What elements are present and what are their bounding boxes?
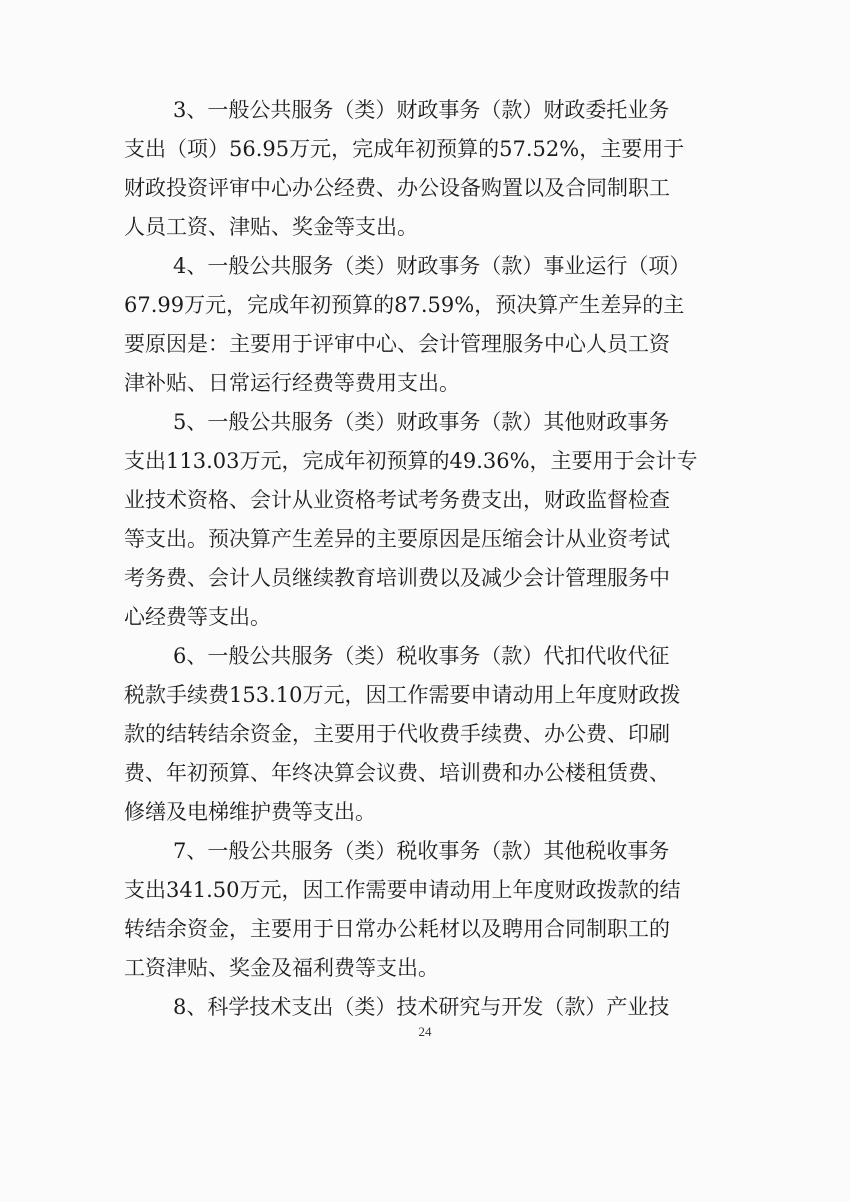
text-line: 转结余资金，主要用于日常办公耗材以及聘用合同制职工的 xyxy=(124,917,670,941)
text-line: 7、一般公共服务（类）税收事务（款）其他税收事务 xyxy=(173,839,670,863)
text-line: 心经费等支出。 xyxy=(124,605,271,629)
text-line: 5、一般公共服务（类）财政事务（款）其他财政事务 xyxy=(173,410,670,434)
text-line: 要原因是：主要用于评审中心、会计管理服务中心人员工资 xyxy=(124,332,670,356)
text-line: 支出113.03万元，完成年初预算的49.36%，主要用于会计专 xyxy=(124,449,698,473)
text-line: 业技术资格、会计从业资格考试考务费支出，财政监督检查 xyxy=(124,488,670,512)
text-line: 考务费、会计人员继续教育培训费以及减少会计管理服务中 xyxy=(124,566,670,590)
text-line: 津补贴、日常运行经费等费用支出。 xyxy=(124,371,460,395)
text-line: 费、年初预算、年终决算会议费、培训费和办公楼租赁费、 xyxy=(124,761,670,785)
text-line: 税款手续费153.10万元，因工作需要申请动用上年度财政拨 xyxy=(124,683,681,707)
text-line: 67.99万元，完成年初预算的87.59%，预决算产生差异的主 xyxy=(124,293,685,317)
page-number: 24 xyxy=(418,1024,432,1039)
text-line: 6、一般公共服务（类）税收事务（款）代扣代收代征 xyxy=(173,644,670,668)
text-line: 8、科学技术支出（类）技术研究与开发（款）产业技 xyxy=(173,995,670,1019)
text-line: 修缮及电梯维护费等支出。 xyxy=(124,800,376,824)
text-line: 支出341.50万元，因工作需要申请动用上年度财政拨款的结 xyxy=(124,878,681,902)
text-line: 3、一般公共服务（类）财政事务（款）财政委托业务 xyxy=(173,98,670,122)
text-line: 4、一般公共服务（类）财政事务（款）事业运行（项） xyxy=(173,254,691,278)
text-line: 财政投资评审中心办公经费、办公设备购置以及合同制职工 xyxy=(124,176,670,200)
text-line: 工资津贴、奖金及福利费等支出。 xyxy=(124,956,439,980)
text-line: 人员工资、津贴、奖金等支出。 xyxy=(124,215,418,239)
text-line: 款的结转结余资金，主要用于代收费手续费、办公费、印刷 xyxy=(124,722,670,746)
text-line: 支出（项）56.95万元，完成年初预算的57.52%，主要用于 xyxy=(124,137,685,161)
text-line: 等支出。预决算产生差异的主要原因是压缩会计从业资考试 xyxy=(124,527,670,551)
